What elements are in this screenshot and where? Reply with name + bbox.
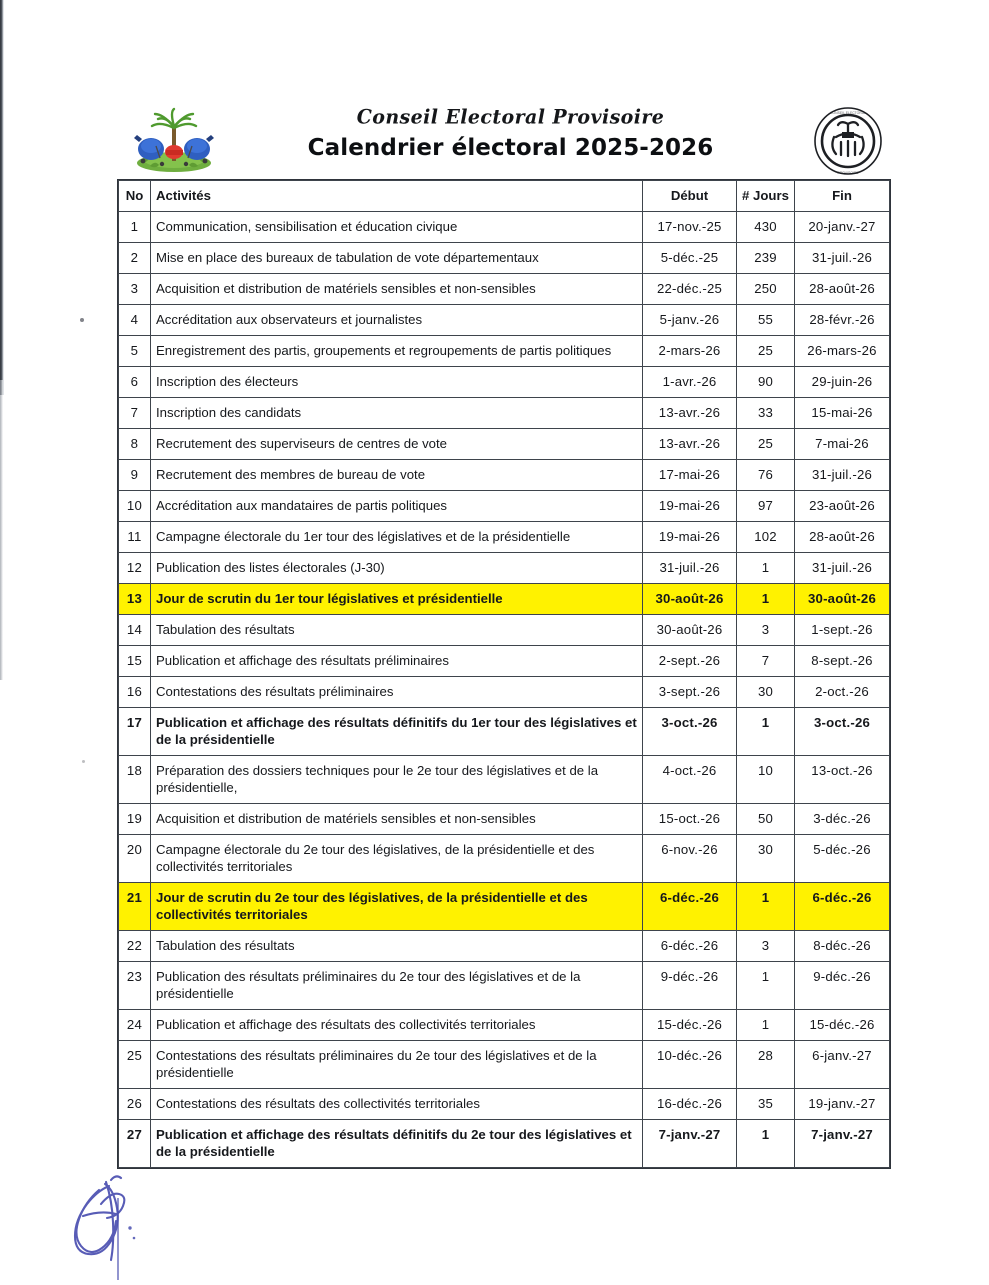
- cell-fin: 19-janv.-27: [795, 1089, 890, 1120]
- table-row: [119, 835, 890, 883]
- cell-fin: 1-sept.-26: [795, 615, 890, 646]
- cell-fin: 6-déc.-26: [795, 883, 890, 931]
- cell-activite: Acquisition et distribution de matériels sensibles et non-sensibles: [151, 804, 643, 835]
- cell-activite: Jour de scrutin du 1er tour législatives et présidentielle: [151, 584, 643, 615]
- cell-jours: 7: [737, 646, 795, 677]
- cell-jours: 1: [737, 1010, 795, 1041]
- cell-jours: 1: [737, 553, 795, 584]
- cell-activite: Inscription des candidats: [151, 398, 643, 429]
- cell-fin: 7-janv.-27: [795, 1120, 890, 1168]
- cell-jours: 30: [737, 835, 795, 883]
- table-row: [119, 677, 890, 708]
- cell-jours: 250: [737, 274, 795, 305]
- cell-no: 17: [119, 708, 151, 756]
- cell-jours: 1: [737, 962, 795, 1010]
- svg-text:PROVISOIRE: PROVISOIRE: [837, 171, 859, 175]
- cell-debut: 15-oct.-26: [643, 804, 737, 835]
- cell-debut: 3-sept.-26: [643, 677, 737, 708]
- cell-no: 8: [119, 429, 151, 460]
- cell-no: 18: [119, 756, 151, 804]
- cell-debut: 1-avr.-26: [643, 367, 737, 398]
- cell-jours: 28: [737, 1041, 795, 1089]
- table-row: [119, 962, 890, 1010]
- table-row: [119, 708, 890, 756]
- cell-fin: 9-déc.-26: [795, 962, 890, 1010]
- cell-fin: 31-juil.-26: [795, 553, 890, 584]
- cell-debut: 31-juil.-26: [643, 553, 737, 584]
- cell-activite: Tabulation des résultats: [151, 931, 643, 962]
- cell-activite: Contestations des résultats préliminaires du 2e tour des législatives et de la présidentielle: [151, 1041, 643, 1089]
- cell-no: 11: [119, 522, 151, 553]
- cell-activite: Tabulation des résultats: [151, 615, 643, 646]
- cell-jours: 25: [737, 429, 795, 460]
- cell-activite: Contestations des résultats préliminaires: [151, 677, 643, 708]
- cell-debut: 30-août-26: [643, 615, 737, 646]
- cell-debut: 15-déc.-26: [643, 1010, 737, 1041]
- cell-no: 5: [119, 336, 151, 367]
- scan-edge-artifact: [0, 0, 4, 395]
- cell-fin: 15-mai-26: [795, 398, 890, 429]
- cell-activite: Publication et affichage des résultats des collectivités territoriales: [151, 1010, 643, 1041]
- cell-activite: Recrutement des superviseurs de centres de vote: [151, 429, 643, 460]
- table-row: [119, 398, 890, 429]
- cell-debut: 30-août-26: [643, 584, 737, 615]
- cell-debut: 17-mai-26: [643, 460, 737, 491]
- handwritten-signature-icon: [52, 1168, 182, 1280]
- cell-no: 16: [119, 677, 151, 708]
- cell-fin: 6-janv.-27: [795, 1041, 890, 1089]
- table-row: [119, 646, 890, 677]
- column-header-debut: Début: [643, 181, 737, 212]
- cell-jours: 1: [737, 1120, 795, 1168]
- cell-fin: 28-août-26: [795, 274, 890, 305]
- cell-fin: 2-oct.-26: [795, 677, 890, 708]
- cell-no: 26: [119, 1089, 151, 1120]
- cell-jours: 90: [737, 367, 795, 398]
- title-block: [228, 106, 793, 161]
- cell-debut: 22-déc.-25: [643, 274, 737, 305]
- column-header-activites: Activités: [151, 181, 643, 212]
- table-row: [119, 756, 890, 804]
- cell-no: 7: [119, 398, 151, 429]
- cell-fin: 31-juil.-26: [795, 243, 890, 274]
- cell-activite: Recrutement des membres de bureau de vote: [151, 460, 643, 491]
- cell-activite: Publication et affichage des résultats définitifs du 1er tour des législatives et de la présidentielle: [151, 708, 643, 756]
- cell-no: 14: [119, 615, 151, 646]
- cell-no: 25: [119, 1041, 151, 1089]
- cell-no: 3: [119, 274, 151, 305]
- cell-activite: Communication, sensibilisation et éducation civique: [151, 212, 643, 243]
- table-row: [119, 1120, 890, 1168]
- cell-activite: Accréditation aux observateurs et journalistes: [151, 305, 643, 336]
- cell-fin: 28-août-26: [795, 522, 890, 553]
- cell-debut: 19-mai-26: [643, 522, 737, 553]
- cell-activite: Publication des listes électorales (J-30): [151, 553, 643, 584]
- cell-debut: 9-déc.-26: [643, 962, 737, 1010]
- cell-jours: 1: [737, 708, 795, 756]
- cell-debut: 19-mai-26: [643, 491, 737, 522]
- table-body: [119, 212, 890, 1168]
- table-row: [119, 274, 890, 305]
- cell-no: 23: [119, 962, 151, 1010]
- cell-jours: 239: [737, 243, 795, 274]
- scan-speck: [82, 760, 85, 763]
- cell-no: 27: [119, 1120, 151, 1168]
- cell-no: 2: [119, 243, 151, 274]
- cell-no: 12: [119, 553, 151, 584]
- cell-debut: 16-déc.-26: [643, 1089, 737, 1120]
- cell-debut: 5-janv.-26: [643, 305, 737, 336]
- cell-no: 21: [119, 883, 151, 931]
- cell-jours: 1: [737, 584, 795, 615]
- cell-jours: 430: [737, 212, 795, 243]
- cell-debut: 4-oct.-26: [643, 756, 737, 804]
- cell-activite: Campagne électorale du 2e tour des législatives, de la présidentielle et des collectivités territoriales: [151, 835, 643, 883]
- cell-debut: 2-mars-26: [643, 336, 737, 367]
- cell-debut: 6-déc.-26: [643, 883, 737, 931]
- table-row: [119, 460, 890, 491]
- cell-fin: 30-août-26: [795, 584, 890, 615]
- scan-speck: [80, 318, 84, 322]
- cell-no: 6: [119, 367, 151, 398]
- cell-activite: Préparation des dossiers techniques pour le 2e tour des législatives et de la présidentielle,: [151, 756, 643, 804]
- table-row: [119, 1089, 890, 1120]
- cell-no: 1: [119, 212, 151, 243]
- cell-activite: Jour de scrutin du 2e tour des législatives, de la présidentielle et des collectivités territoriales: [151, 883, 643, 931]
- cell-activite: Acquisition et distribution de matériels sensibles et non-sensibles: [151, 274, 643, 305]
- cell-no: 10: [119, 491, 151, 522]
- haiti-coat-of-arms-icon: [126, 106, 222, 176]
- column-header-fin: Fin: [795, 181, 890, 212]
- cell-activite: Accréditation aux mandataires de partis politiques: [151, 491, 643, 522]
- cell-debut: 13-avr.-26: [643, 429, 737, 460]
- cell-debut: 10-déc.-26: [643, 1041, 737, 1089]
- cell-debut: 2-sept.-26: [643, 646, 737, 677]
- table-row: [119, 243, 890, 274]
- table-row: [119, 305, 890, 336]
- cell-jours: 30: [737, 677, 795, 708]
- cep-circular-seal-icon: [809, 104, 887, 178]
- cell-no: 4: [119, 305, 151, 336]
- cell-no: 24: [119, 1010, 151, 1041]
- table-header-row: [119, 181, 890, 212]
- table-row: [119, 931, 890, 962]
- table-row: [119, 522, 890, 553]
- cell-jours: 25: [737, 336, 795, 367]
- cell-no: 13: [119, 584, 151, 615]
- page-title: Calendrier électoral 2025-2026: [307, 135, 714, 161]
- document-header: [118, 104, 889, 178]
- table-row: [119, 553, 890, 584]
- table-row: [119, 804, 890, 835]
- cell-fin: 28-févr.-26: [795, 305, 890, 336]
- cell-fin: 23-août-26: [795, 491, 890, 522]
- cell-activite: Enregistrement des partis, groupements et regroupements de partis politiques: [151, 336, 643, 367]
- cell-activite: Contestations des résultats des collectivités territoriales: [151, 1089, 643, 1120]
- cell-jours: 76: [737, 460, 795, 491]
- cell-jours: 50: [737, 804, 795, 835]
- table-row: [119, 212, 890, 243]
- table-row: [119, 367, 890, 398]
- cell-debut: 6-nov.-26: [643, 835, 737, 883]
- scan-edge-artifact-lower: [0, 380, 3, 680]
- table-row: [119, 615, 890, 646]
- cell-no: 19: [119, 804, 151, 835]
- table-row: [119, 336, 890, 367]
- cell-fin: 3-oct.-26: [795, 708, 890, 756]
- cell-no: 22: [119, 931, 151, 962]
- cell-jours: 1: [737, 883, 795, 931]
- cell-debut: 6-déc.-26: [643, 931, 737, 962]
- table-row: [119, 429, 890, 460]
- cell-fin: 5-déc.-26: [795, 835, 890, 883]
- cell-jours: 10: [737, 756, 795, 804]
- cell-fin: 15-déc.-26: [795, 1010, 890, 1041]
- table-row: [119, 584, 890, 615]
- cell-activite: Inscription des électeurs: [151, 367, 643, 398]
- table-row: [119, 491, 890, 522]
- cell-fin: 31-juil.-26: [795, 460, 890, 491]
- cell-activite: Publication et affichage des résultats préliminaires: [151, 646, 643, 677]
- cell-fin: 29-juin-26: [795, 367, 890, 398]
- svg-text:CONSEIL ELECTORAL: CONSEIL ELECTORAL: [830, 111, 866, 115]
- cell-fin: 8-déc.-26: [795, 931, 890, 962]
- cell-fin: 3-déc.-26: [795, 804, 890, 835]
- cell-no: 15: [119, 646, 151, 677]
- cell-activite: Publication des résultats préliminaires du 2e tour des législatives et de la présidentielle: [151, 962, 643, 1010]
- cell-jours: 35: [737, 1089, 795, 1120]
- cell-activite: Campagne électorale du 1er tour des législatives et de la présidentielle: [151, 522, 643, 553]
- organization-name: Conseil Electoral Provisoire: [356, 105, 665, 129]
- cell-jours: 3: [737, 931, 795, 962]
- cell-jours: 55: [737, 305, 795, 336]
- cell-fin: 7-mai-26: [795, 429, 890, 460]
- cell-debut: 3-oct.-26: [643, 708, 737, 756]
- cell-debut: 13-avr.-26: [643, 398, 737, 429]
- electoral-calendar-table: [118, 180, 890, 1168]
- cell-no: 20: [119, 835, 151, 883]
- cell-no: 9: [119, 460, 151, 491]
- table-row: [119, 1041, 890, 1089]
- cell-activite: Mise en place des bureaux de tabulation de vote départementaux: [151, 243, 643, 274]
- cell-debut: 5-déc.-25: [643, 243, 737, 274]
- cell-fin: 20-janv.-27: [795, 212, 890, 243]
- cell-jours: 33: [737, 398, 795, 429]
- cell-debut: 7-janv.-27: [643, 1120, 737, 1168]
- cell-jours: 97: [737, 491, 795, 522]
- electoral-calendar-table-wrapper: [118, 180, 889, 1168]
- cell-activite: Publication et affichage des résultats définitifs du 2e tour des législatives et de la présidentielle: [151, 1120, 643, 1168]
- column-header-jours: # Jours: [737, 181, 795, 212]
- table-row: [119, 883, 890, 931]
- cell-jours: 102: [737, 522, 795, 553]
- table-row: [119, 1010, 890, 1041]
- cell-fin: 13-oct.-26: [795, 756, 890, 804]
- cell-fin: 26-mars-26: [795, 336, 890, 367]
- column-header-no: No: [119, 181, 151, 212]
- cell-jours: 3: [737, 615, 795, 646]
- cell-fin: 8-sept.-26: [795, 646, 890, 677]
- cell-debut: 17-nov.-25: [643, 212, 737, 243]
